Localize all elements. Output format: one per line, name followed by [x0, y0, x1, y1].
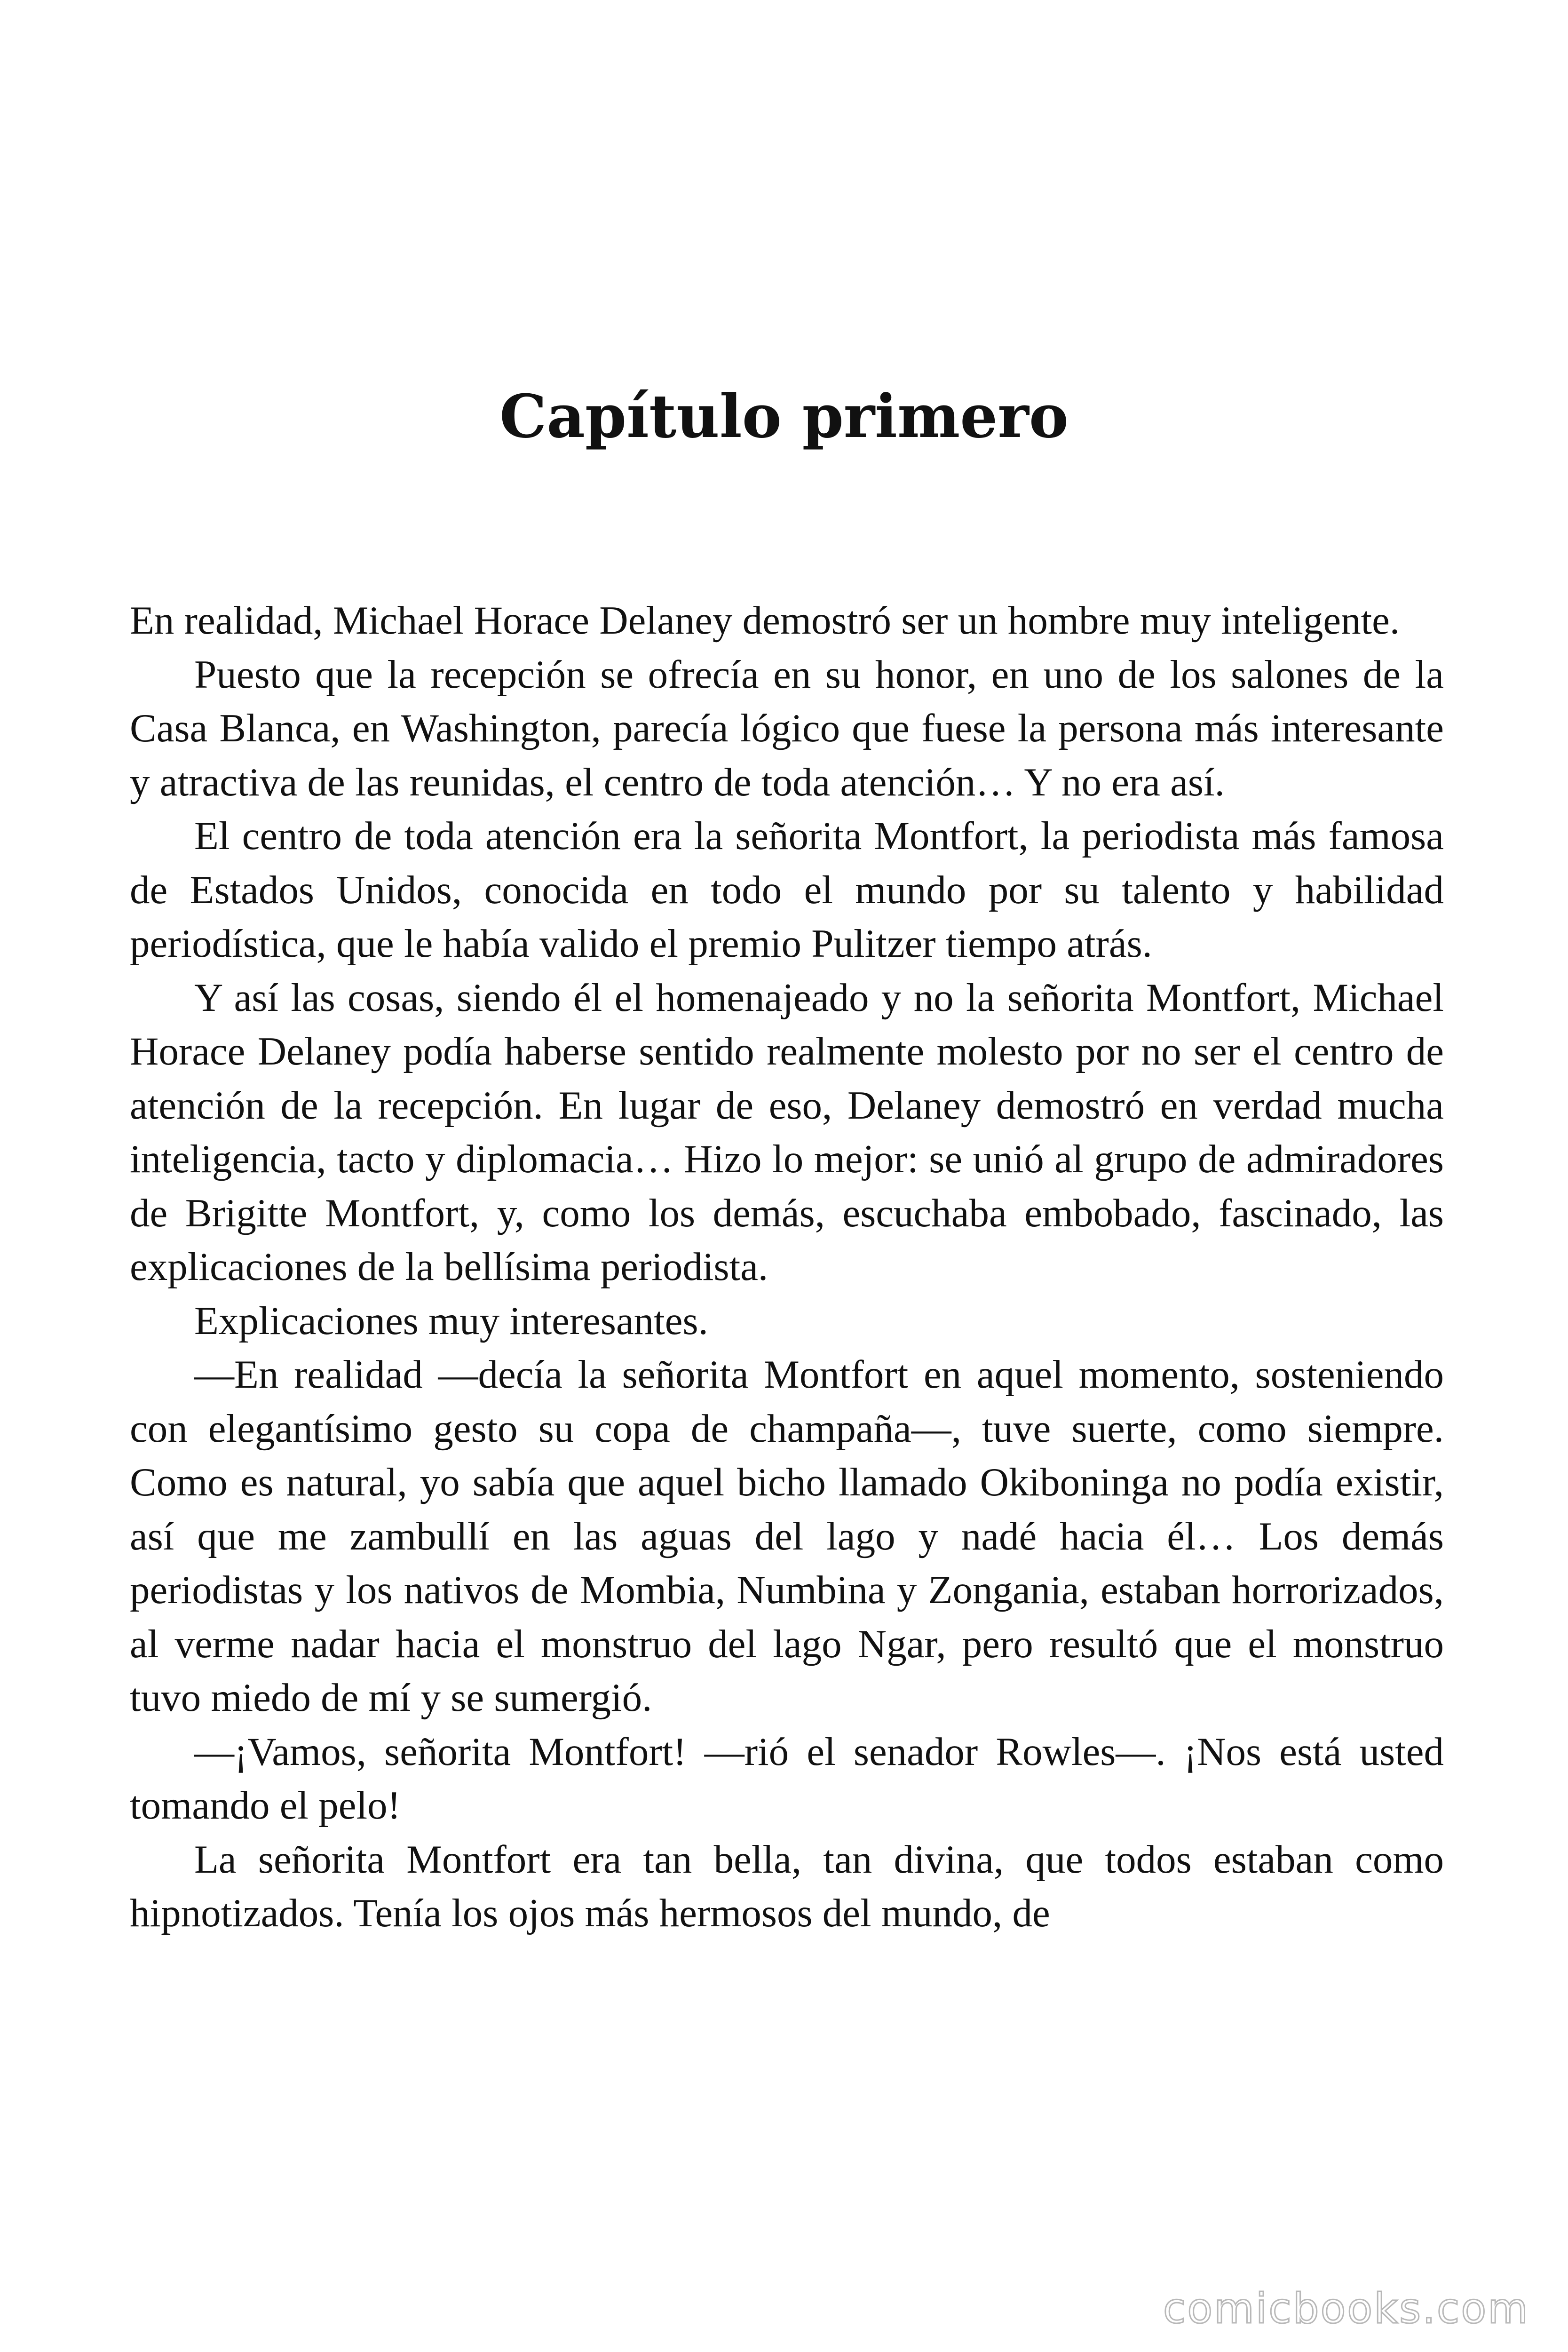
paragraph-3: El centro de toda atención era la señorita Montfort, la periodista más famosa de Estados Unidos, conocida en todo el mundo por su talento y habilidad periodística, que le había valido el premio Pulitzer tiempo atrás. [130, 814, 1444, 966]
chapter-title: Capítulo primero [499, 381, 1069, 451]
paragraph-8: La señorita Montfort era tan bella, tan divina, que todos estaban como hipnotizados. Tenía los ojos más hermosos del mundo, de [130, 1837, 1444, 1935]
body-text [130, 594, 1444, 1940]
paragraph-1: En realidad, Michael Horace Delaney demostró ser un hombre muy inteligente. [130, 598, 1400, 643]
paragraph-4: Y así las cosas, siendo él el homenajeado y no la señorita Montfort, Michael Horace Delaney podía haberse sentido realmente molesto por no ser el centro de atención de la recepción. En lugar de eso, Delaney demostró en verdad mucha inteligencia, tacto y diplomacia… Hizo lo mejor: se unió al grupo de admiradores de Brigitte Montfort, y, como los demás, escuchaba embobado, fascinado, las explicaciones de la bellísima periodista. [130, 975, 1444, 1289]
paragraph-6: —En realidad —decía la señorita Montfort en aquel momento, sosteniendo con elegantísimo gesto su copa de champaña—, tuve suerte, como siempre. Como es natural, yo sabía que aquel bicho llamado Okiboninga no podía existir, así que me zambullí en las aguas del lago y nadé hacia él… Los demás periodistas y los nativos de Mombia, Numbina y Zongania, estaban horrorizados, al verme nadar hacia el monstruo del lago Ngar, pero resultó que el monstruo tuvo miedo de mí y se sumergió. [130, 1352, 1444, 1720]
paragraph-7: —¡Vamos, señorita Montfort! —rió el senador Rowles—. ¡Nos está usted tomando el pelo! [130, 1729, 1444, 1828]
paragraph-2: Puesto que la recepción se ofrecía en su honor, en uno de los salones de la Casa Blanca, en Washington, parecía lógico que fuese la persona más interesante y atractiva de las reunidas, el centro de toda atención… Y no era así. [130, 652, 1444, 804]
watermark-text: comicbooks.com [1163, 2284, 1529, 2333]
paragraph-5: Explicaciones muy interesantes. [194, 1298, 708, 1343]
